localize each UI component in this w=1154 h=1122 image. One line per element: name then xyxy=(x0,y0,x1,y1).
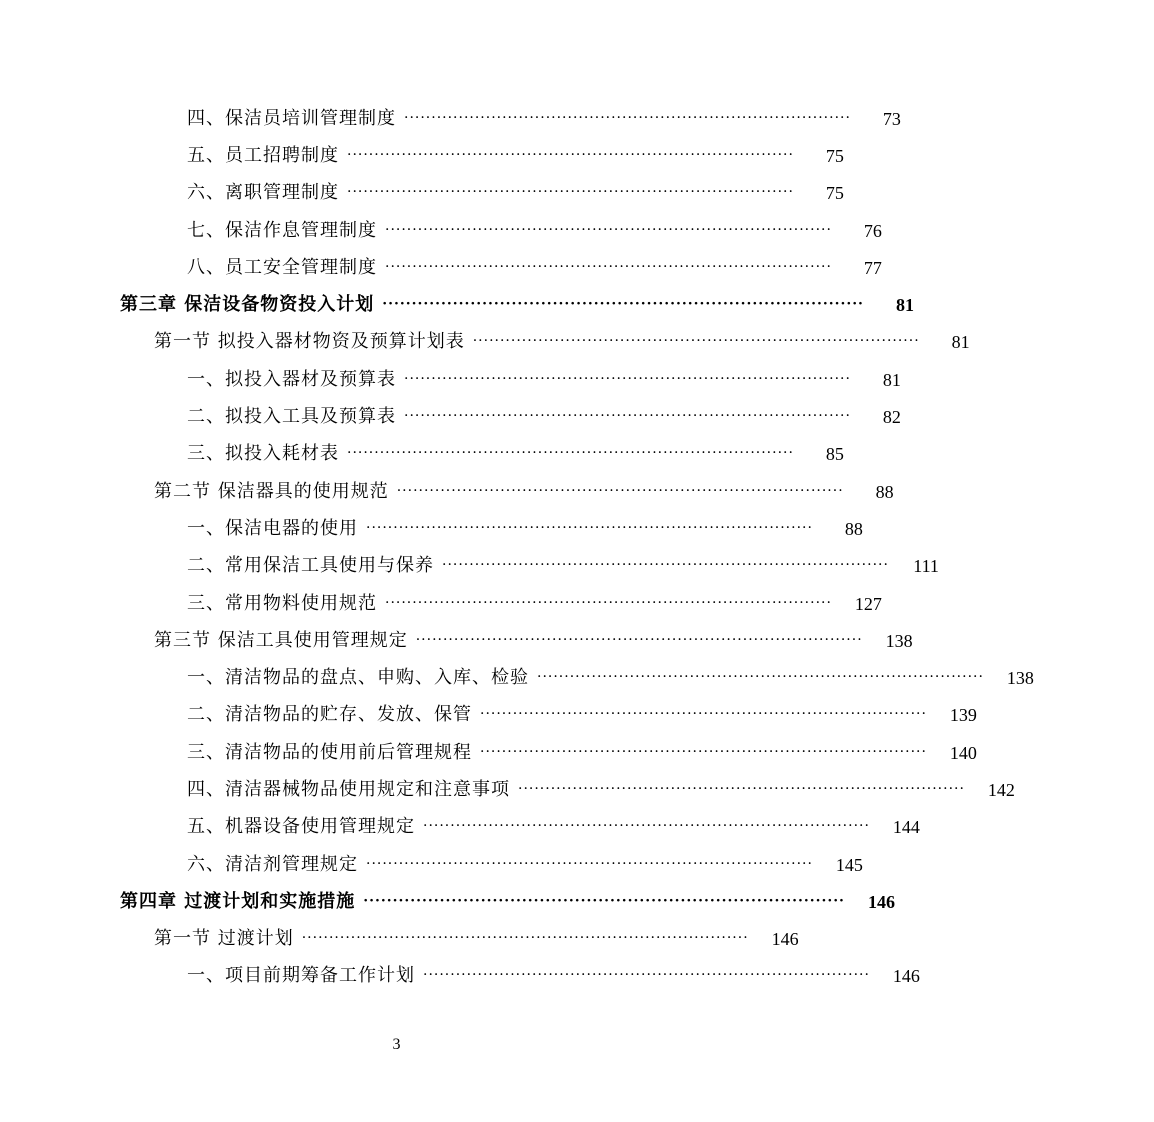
toc-entry-item[interactable] xyxy=(0,137,844,174)
toc-entry-page-number: 127 xyxy=(854,593,882,614)
toc-entry-section[interactable] xyxy=(0,921,799,958)
dot-leader: ·················································································· xyxy=(518,780,965,797)
table-of-contents xyxy=(0,100,1034,995)
toc-entry-page-number: 81 xyxy=(895,295,914,316)
dot-leader: ·················································································· xyxy=(472,333,920,350)
toc-entry-item[interactable] xyxy=(0,175,844,212)
toc-entry-page-number: 146 xyxy=(867,891,895,912)
toc-entry-page-number: 88 xyxy=(844,518,863,539)
toc-entry-title: 六、离职管理制度 xyxy=(187,182,339,204)
toc-entry-item[interactable] xyxy=(0,771,1015,808)
toc-entry-title: 第三章 保洁设备物资投入计划 xyxy=(120,294,375,316)
toc-entry-item[interactable] xyxy=(0,697,977,734)
toc-entry-page-number: 138 xyxy=(1006,668,1034,689)
dot-leader: ·················································································· xyxy=(347,445,794,462)
toc-entry-section[interactable] xyxy=(0,324,970,361)
toc-entry-item[interactable] xyxy=(0,436,844,473)
dot-leader: ·················································································· xyxy=(423,818,870,835)
toc-entry-page-number: 146 xyxy=(892,966,920,987)
dot-leader: ·················································································· xyxy=(301,930,749,947)
dot-leader: ·················································································· xyxy=(347,146,794,163)
dot-leader: ·················································································· xyxy=(480,706,927,723)
toc-entry-page-number: 88 xyxy=(875,481,894,502)
toc-entry-item[interactable] xyxy=(0,100,901,137)
toc-entry-page-number: 75 xyxy=(825,145,844,166)
dot-leader: ·················································································· xyxy=(385,594,832,611)
toc-entry-title: 第三节 保洁工具使用管理规定 xyxy=(154,629,408,651)
toc-entry-item[interactable] xyxy=(0,548,939,585)
dot-leader: ·················································································· xyxy=(404,408,851,425)
toc-entry-chapter[interactable] xyxy=(0,883,895,920)
toc-entry-title: 七、保洁作息管理制度 xyxy=(187,219,377,241)
toc-entry-title: 二、清洁物品的贮存、发放、保管 xyxy=(187,704,472,726)
toc-entry-page-number: 139 xyxy=(949,705,977,726)
toc-entry-title: 一、保洁电器的使用 xyxy=(187,517,358,539)
toc-entry-item[interactable] xyxy=(0,659,1034,696)
dot-leader: ·················································································· xyxy=(423,967,870,984)
toc-entry-page-number: 81 xyxy=(951,332,970,353)
toc-entry-page-number: 146 xyxy=(771,929,799,950)
toc-entry-item[interactable] xyxy=(0,585,882,622)
toc-entry-item[interactable] xyxy=(0,809,920,846)
toc-entry-section[interactable] xyxy=(0,622,913,659)
toc-entry-title: 一、项目前期筹备工作计划 xyxy=(187,965,415,987)
toc-entry-page-number: 85 xyxy=(825,444,844,465)
dot-leader: ·················································································· xyxy=(366,855,813,872)
toc-entry-title: 一、拟投入器材及预算表 xyxy=(187,368,396,390)
toc-entry-title: 一、清洁物品的盘点、申购、入库、检验 xyxy=(187,667,529,689)
dot-leader: ·················································································· xyxy=(415,631,863,648)
dot-leader: ·················································································· xyxy=(385,258,832,275)
toc-entry-title: 二、常用保洁工具使用与保养 xyxy=(187,555,434,577)
toc-entry-page-number: 73 xyxy=(882,108,901,129)
dot-leader: ·················································································· xyxy=(404,109,851,126)
toc-entry-page-number: 140 xyxy=(949,742,977,763)
toc-entry-title: 三、清洁物品的使用前后管理规程 xyxy=(187,741,472,763)
dot-leader: ·················································································· xyxy=(366,519,813,536)
dot-leader: ·················································································· xyxy=(347,184,794,201)
toc-entry-item[interactable] xyxy=(0,249,882,286)
dot-leader: ·················································································· xyxy=(404,370,851,387)
toc-entry-page-number: 82 xyxy=(882,407,901,428)
toc-entry-page-number: 77 xyxy=(863,257,882,278)
toc-entry-page-number: 75 xyxy=(825,183,844,204)
dot-leader: ·················································································· xyxy=(480,743,927,760)
toc-entry-chapter[interactable] xyxy=(0,286,914,323)
toc-entry-item[interactable] xyxy=(0,398,901,435)
toc-entry-title: 第二节 保洁器具的使用规范 xyxy=(154,480,389,502)
toc-entry-title: 八、员工安全管理制度 xyxy=(187,256,377,278)
dot-leader: ·················································································· xyxy=(385,221,832,238)
toc-entry-title: 第一节 拟投入器材物资及预算计划表 xyxy=(154,331,465,353)
toc-entry-title: 第一节 过渡计划 xyxy=(154,928,294,950)
toc-entry-item[interactable] xyxy=(0,361,901,398)
dot-leader: ·················································································· xyxy=(537,669,984,686)
toc-entry-title: 三、拟投入耗材表 xyxy=(187,443,339,465)
toc-entry-title: 五、机器设备使用管理规定 xyxy=(187,816,415,838)
toc-entry-title: 二、拟投入工具及预算表 xyxy=(187,406,396,428)
dot-leader: ·················································································· xyxy=(363,892,845,909)
toc-entry-title: 四、保洁员培训管理制度 xyxy=(187,107,396,129)
toc-entry-title: 三、常用物料使用规范 xyxy=(187,592,377,614)
toc-entry-page-number: 142 xyxy=(987,779,1015,800)
toc-entry-item[interactable] xyxy=(0,212,882,249)
toc-entry-item[interactable] xyxy=(0,734,977,771)
toc-entry-title: 五、员工招聘制度 xyxy=(187,144,339,166)
page-number: 3 xyxy=(392,1036,401,1053)
toc-entry-page-number: 81 xyxy=(882,369,901,390)
toc-entry-title: 六、清洁剂管理规定 xyxy=(187,853,358,875)
dot-leader: ·················································································· xyxy=(382,296,864,313)
dot-leader: ·················································································· xyxy=(396,482,844,499)
toc-entry-page-number: 76 xyxy=(863,220,882,241)
dot-leader: ·················································································· xyxy=(442,557,889,574)
toc-entry-page-number: 138 xyxy=(885,630,913,651)
toc-entry-title: 第四章 过渡计划和实施措施 xyxy=(120,890,356,912)
toc-entry-item[interactable] xyxy=(0,510,863,547)
toc-entry-page-number: 145 xyxy=(835,854,863,875)
toc-entry-page-number: 144 xyxy=(892,817,920,838)
toc-entry-page-number: 111 xyxy=(913,556,939,577)
toc-entry-section[interactable] xyxy=(0,473,894,510)
toc-entry-item[interactable] xyxy=(0,958,920,995)
toc-entry-title: 四、清洁器械物品使用规定和注意事项 xyxy=(187,778,510,800)
toc-entry-item[interactable] xyxy=(0,846,863,883)
